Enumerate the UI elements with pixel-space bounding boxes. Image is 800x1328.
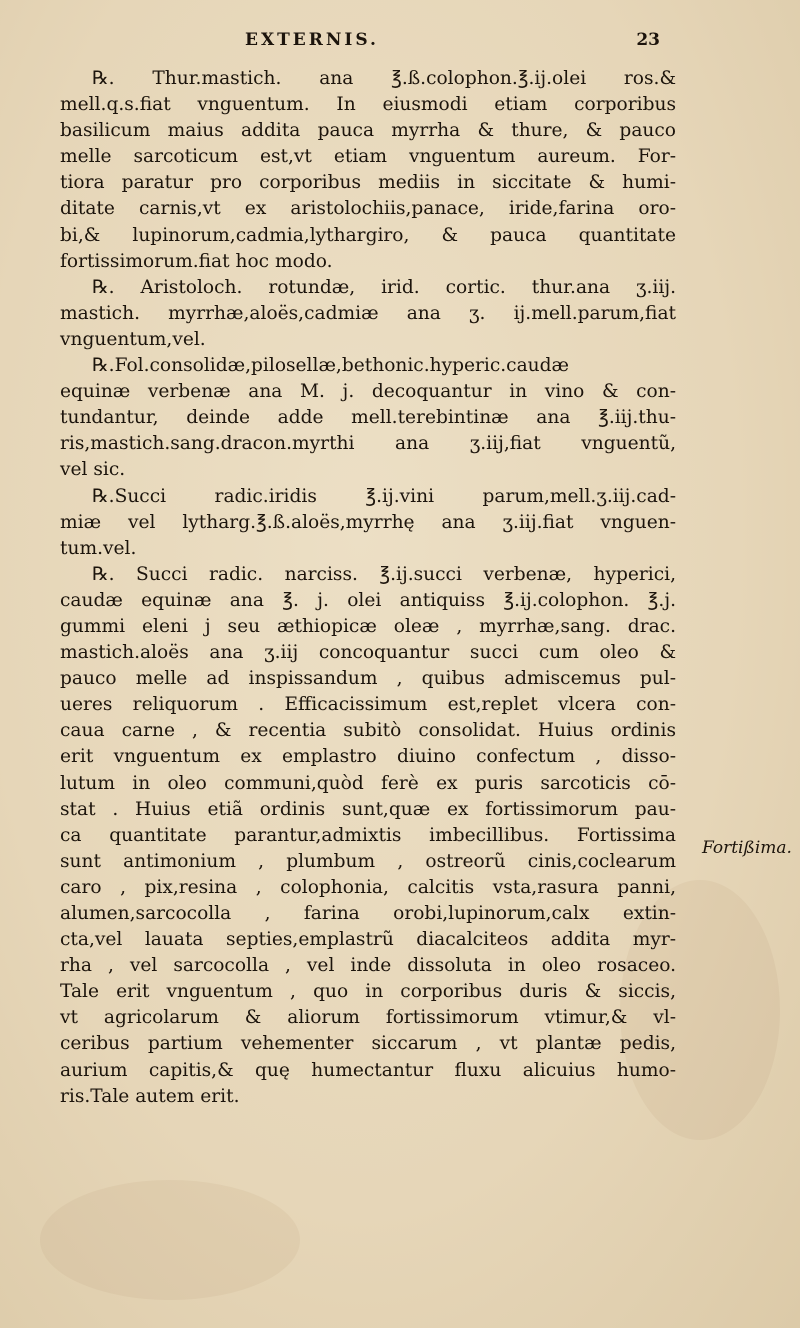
text-line: ℞. Thur.mastich. ana ℥.ß.colophon.℥.ij.olei ros.& xyxy=(92,68,676,89)
text-line: miæ vel lytharg.℥.ß.aloës,myrrhę ana ʒ.iij.fiat vnguen- xyxy=(60,511,676,533)
text-line: Tale erit vnguentum , quo in corporibus duris & siccis, xyxy=(60,981,676,1003)
text-line: bi,& lupinorum,cadmia,lythargiro, & pauca quantitate xyxy=(60,224,676,246)
text-line: rha , vel sarcocolla , vel inde dissoluta in oleo rosaceo. xyxy=(60,955,676,977)
text-line: alumen,sarcocolla , farina orobi,lupinorum,calx extin- xyxy=(60,903,676,924)
text-line: pauco melle ad inspissandum , quibus admiscemus pul- xyxy=(60,668,676,690)
text-line: lutum in oleo communi,quòd ferè ex puris sarcoticis cō- xyxy=(60,772,676,794)
text-line: cta,vel lauata septies,emplastrũ diacalciteos addita myr- xyxy=(60,929,676,951)
text-line: ueres reliquorum . Efficacissimum est,replet vlcera con- xyxy=(60,694,676,716)
margin-note: Fortißima. xyxy=(702,838,792,858)
text-line: vel sic. xyxy=(60,459,126,481)
text-line: mell.q.s.fiat vnguentum. In eiusmodi etiam corporibus xyxy=(60,94,676,116)
running-head: EXTERNIS. xyxy=(245,30,379,50)
text-line: fortissimorum.fiat hoc modo. xyxy=(60,250,333,272)
text-line: erit vnguentum ex emplastro diuino confectum , disso- xyxy=(60,746,676,768)
text-line: ℞.Succi radic.iridis ℥.ij.vini parum,mell.ʒ.iij.cad- xyxy=(92,485,676,507)
text-line: ℞.Fol.consolidæ,pilosellæ,bethonic.hyperic.caudæ xyxy=(92,355,570,377)
paper-stain xyxy=(40,1180,300,1300)
page-number: 23 xyxy=(636,30,660,50)
text-line: basilicum maius addita pauca myrrha & thure, & pauco xyxy=(60,120,676,142)
text-line: caua carne , & recentia subitò consolidat. Huius ordinis xyxy=(60,720,676,742)
body-text xyxy=(60,66,676,1110)
text-line: ceribus partium vehementer siccarum , vt plantæ pedis, xyxy=(60,1033,676,1055)
text-line: mastich. myrrhæ,aloës,cadmiæ ana ʒ. ij.mell.parum,fiat xyxy=(60,302,676,324)
text-line: vt agricolarum & aliorum fortissimorum vtimur,& vl- xyxy=(60,1007,676,1029)
text-line: ℞. Aristoloch. rotundæ, irid. cortic. thur.ana ʒ.iij. xyxy=(92,276,676,298)
text-line: aurium capitis,& quę humectantur fluxu alicuius humo- xyxy=(60,1059,676,1081)
text-line: sunt antimonium , plumbum , ostreorũ cinis,coclearum xyxy=(60,850,676,872)
page-header xyxy=(60,30,660,60)
text-line: tum.vel. xyxy=(60,537,137,559)
text-line: caro , pix,resina , colophonia, calcitis vsta,rasura panni, xyxy=(60,876,676,898)
text-line: ris,mastich.sang.dracon.myrthi ana ʒ.iij,fiat vnguentũ, xyxy=(60,433,676,455)
text-line: mastich.aloës ana ʒ.iij concoquantur succi cum oleo & xyxy=(60,642,676,664)
text-line: equinæ verbenæ ana M. j. decoquantur in vino & con- xyxy=(60,381,676,403)
text-line: vnguentum,vel. xyxy=(60,328,206,350)
text-line: ris.Tale autem erit. xyxy=(60,1085,240,1107)
text-line: ℞. Succi radic. narciss. ℥.ij.succi verbenæ, hyperici, xyxy=(92,563,676,585)
text-line: ditate carnis,vt ex aristolochiis,panace, iride,farina oro- xyxy=(60,198,676,220)
text-line: tiora paratur pro corporibus mediis in siccitate & humi- xyxy=(60,172,676,194)
text-line: ca quantitate parantur,admixtis imbecillibus. Fortissima xyxy=(60,824,676,846)
text-line: tundantur, deinde adde mell.terebintinæ ana ℥.iij.thu- xyxy=(60,407,676,429)
text-line: gummi eleni j seu æthiopicæ oleæ , myrrhæ,sang. drac. xyxy=(60,615,676,637)
text-line: stat . Huius etiã ordinis sunt,quæ ex fortissimorum pau- xyxy=(60,798,676,820)
text-line: caudæ equinæ ana ℥. j. olei antiquiss ℥.ij.colophon. ℥.j. xyxy=(60,589,676,611)
text-line: melle sarcoticum est,vt etiam vnguentum aureum. For- xyxy=(60,146,676,168)
